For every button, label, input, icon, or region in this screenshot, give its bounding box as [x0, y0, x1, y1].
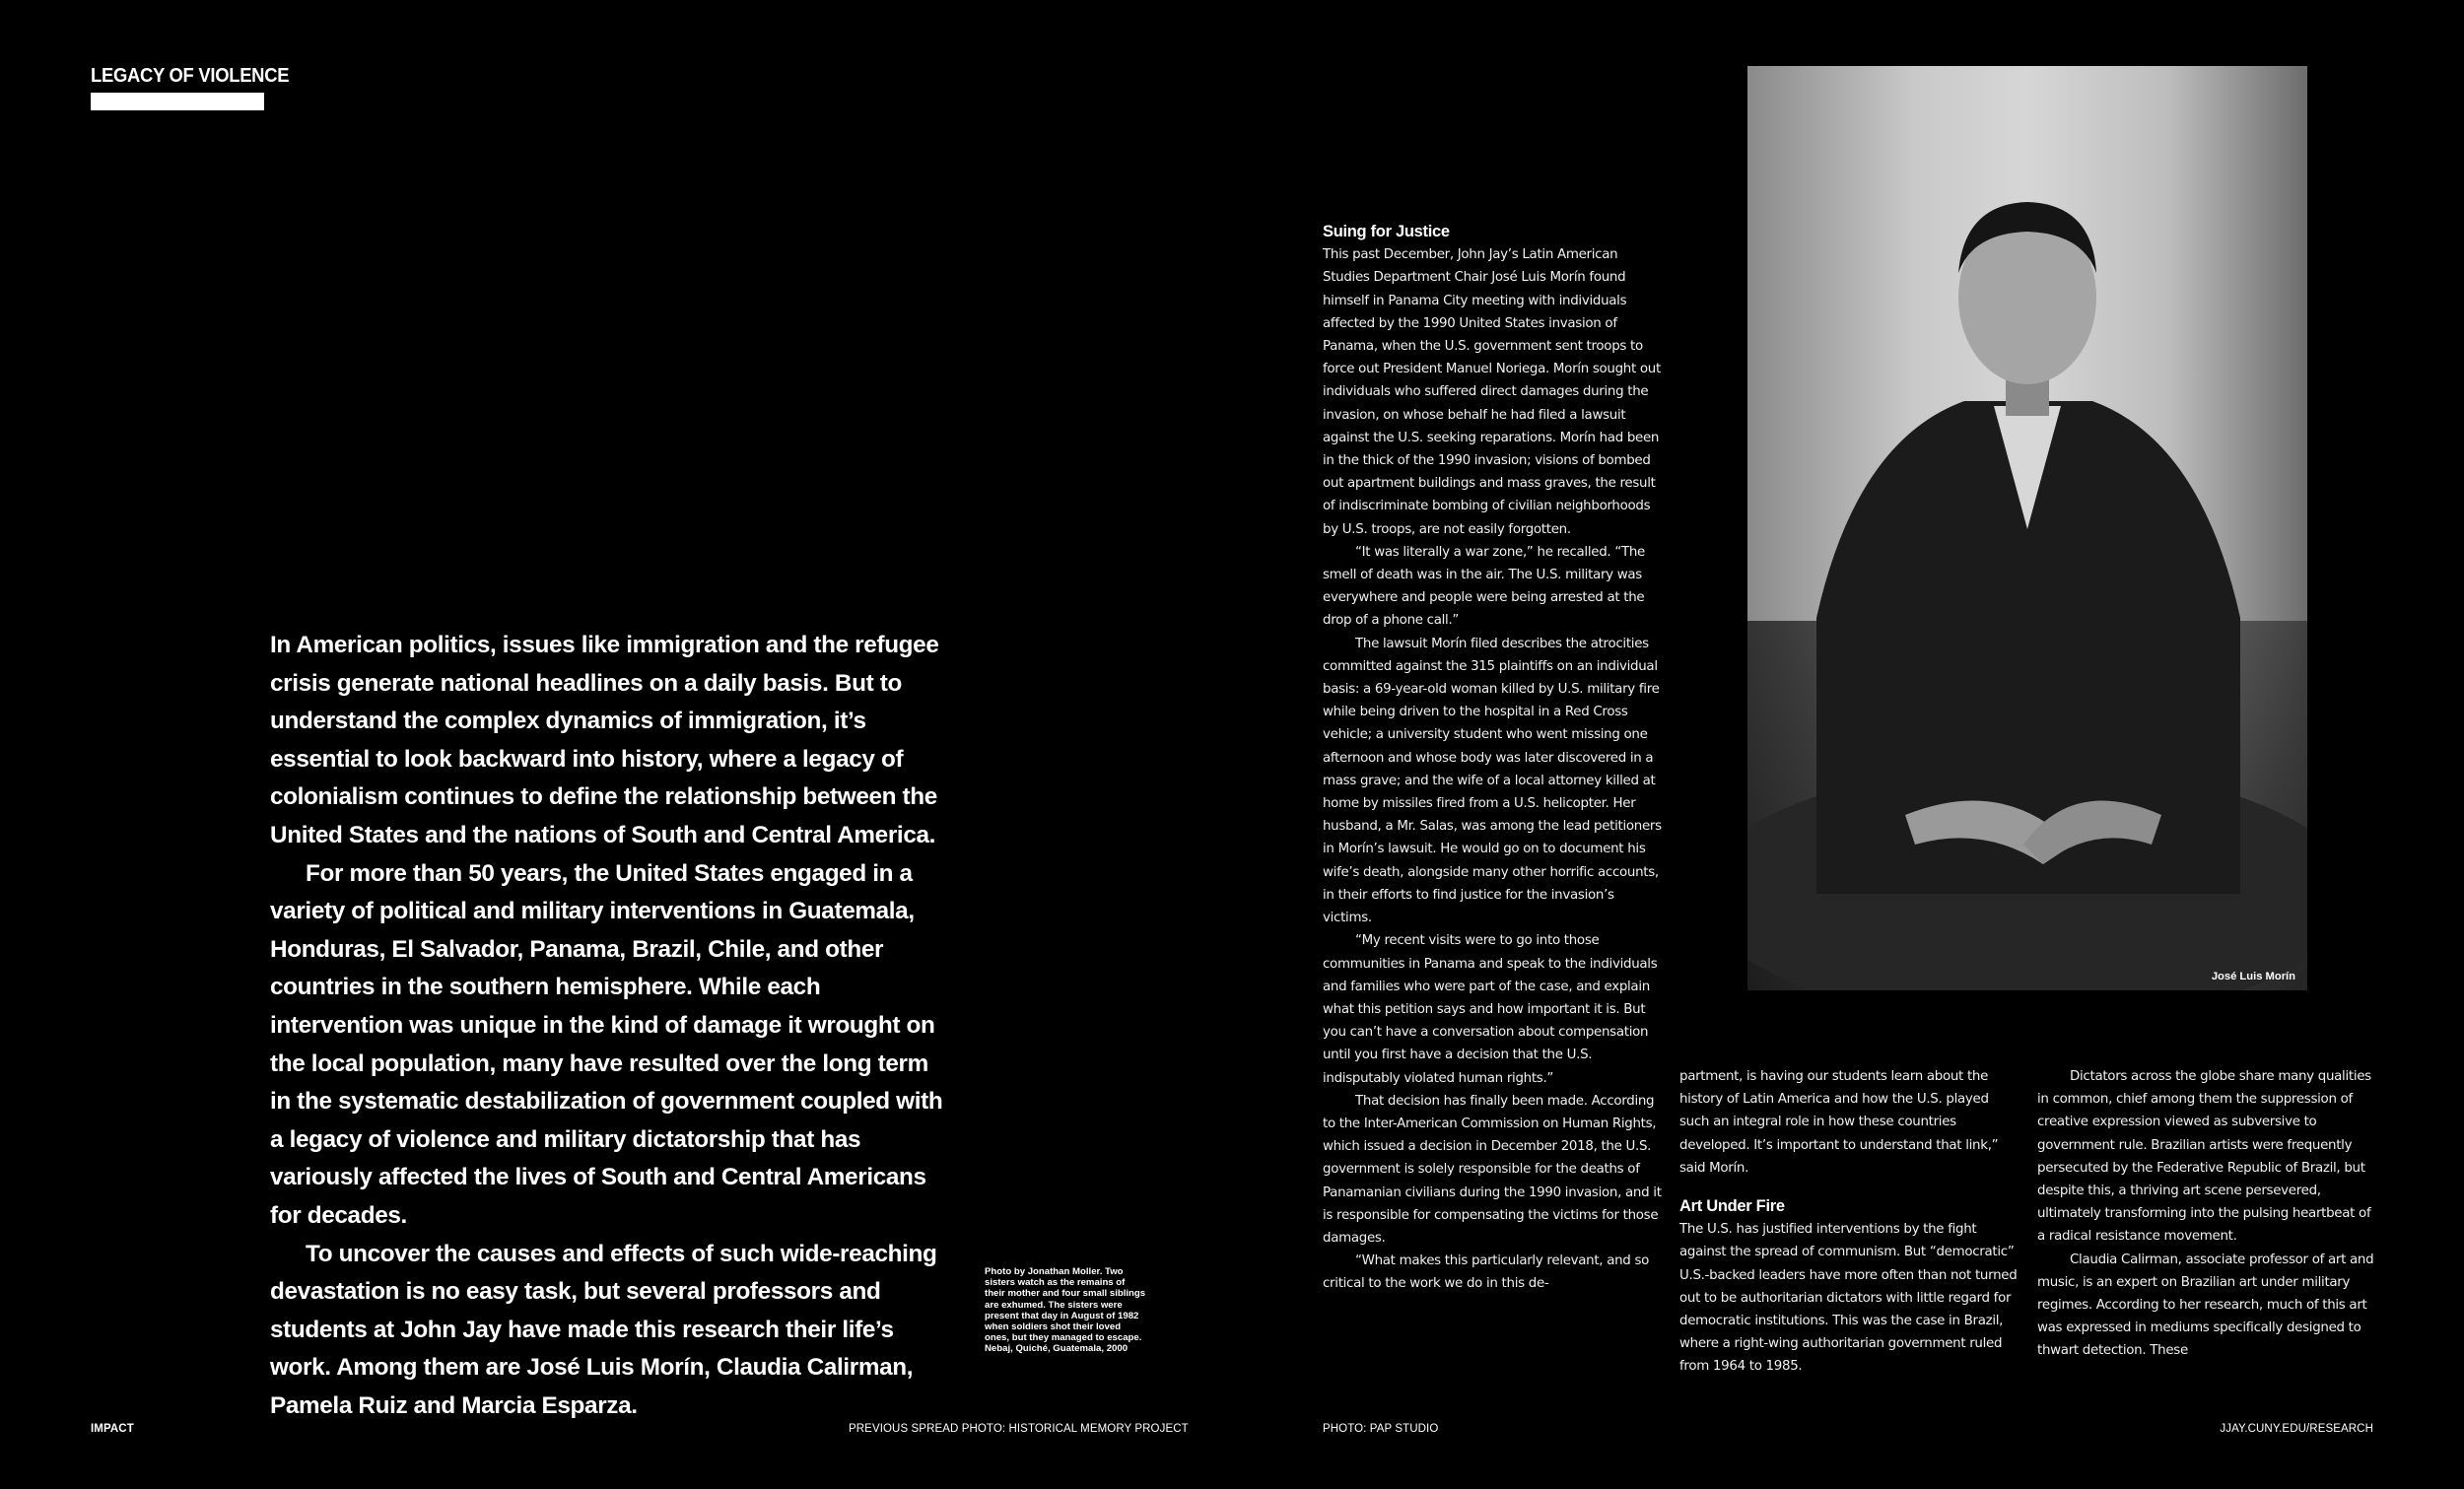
article-column-3	[2037, 1065, 2377, 1363]
body-paragraph: This past December, John Jay’s Latin American Studies Department Chair José Luis Morín found himself in Panama City meeting with individuals affected by the 1990 United States invasion of Panama, when the U.S. government sent troops to force out President Manuel Noriega. Morín sought out individuals who suffered direct damages during the invasion, on whose behalf he had filed a lawsuit against the U.S. seeking reparations. Morín had been in the thick of the 1990 invasion; visions of bombed out apartment buildings and mass graves, the result of indiscriminate bombing of civilian neighborhoods by U.S. troops, are not easily forgotten.	[1323, 247, 1661, 537]
portrait-name-tag: José Luis Morín	[2211, 971, 2295, 982]
body-paragraph: partment, is having our students learn about the history of Latin America and how the U.S. played such an integral role in how these countries developed. It’s important to understand that link,” said Morín.	[1679, 1069, 1999, 1176]
body-paragraph: The U.S. has justified interventions by the fight against the spread of communism. But “democratic” U.S.-backed leaders have more often than not turned out to be authoritarian dictators with little regard for democratic institutions. This was the case in Brazil, where a right-wing authoritarian government ruled from 1964 to 1985.	[1679, 1222, 2018, 1375]
body-paragraph: Claudia Calirman, associate professor of art and music, is an expert on Brazilian art under military regimes. According to her research, much of this art was expressed in mediums specifically designed to thwart detection. These	[2037, 1252, 2374, 1359]
intro-paragraph: For more than 50 years, the United States engaged in a variety of political and military interventions in Guatemala, Honduras, El Salvador, Panama, Brazil, Chile, and other countries in the southern hemisphere. While each intervention was unique in the kind of damage it wrought on the local population, many have resulted over the long term in the systematic destabilization of government coupled with a legacy of violence and military dictatorship that has variously affected the lives of South and Central Americans for decades.	[270, 859, 943, 1229]
heading-suing-for-justice: Suing for Justice	[1323, 223, 1450, 240]
body-paragraph: “It was literally a war zone,” he recalled. “The smell of death was in the air. The U.S. military was everywhere and people were being arrested at the drop of a phone call.”	[1323, 544, 1645, 629]
heading-art-under-fire: Art Under Fire	[1679, 1197, 1785, 1216]
article-column-1	[1323, 221, 1663, 1296]
portrait-photo	[1747, 66, 2307, 990]
intro-paragraph: To uncover the causes and effects of such wide-reaching devastation is no easy task, but several professors and students at John Jay have made this research their life’s work. Among them are José Luis Morín, Claudia Calirman, Pamela Ruiz and Marcia Esparza.	[270, 1240, 937, 1419]
footer-photo-credit: PHOTO: PAP STUDIO	[1323, 1423, 1439, 1435]
article-column-2	[1679, 1065, 2019, 1379]
body-paragraph: “My recent visits were to go into those communities in Panama and speak to the individuals and families who were part of the case, and explain what this petition says and how important it is. But you can’t have a conversation about compensation until you first have a decision that the U.S. indisputably violated human rights.”	[1323, 933, 1658, 1086]
footer-url: JJAY.CUNY.EDU/RESEARCH	[2220, 1423, 2373, 1435]
section-label-bar	[91, 93, 264, 110]
body-paragraph: The lawsuit Morín filed describes the atrocities committed against the 315 plaintiffs on an individual basis: a 69-year-old woman killed by U.S. military fire while being driven to the hospital in a Red Cross vehicle; a university student who went missing one afternoon and whose body was later discovered in a mass grave; and the wife of a local attorney killed at home by missiles fired from a U.S. helicopter. Her husband, a Mr. Salas, was among the lead petitioners in Morín’s lawsuit. He would go on to document his wife’s death, alongside many other horrific accounts, in their efforts to find justice for the invasion’s victims.	[1323, 636, 1662, 926]
body-paragraph: “What makes this particularly relevant, and so critical to the work we do in this de-	[1323, 1253, 1650, 1292]
footer-publication: IMPACT	[91, 1423, 134, 1435]
intro-text	[270, 627, 950, 1425]
section-label: LEGACY OF VIOLENCE	[91, 65, 290, 87]
footer-previous-spread-credit: PREVIOUS SPREAD PHOTO: HISTORICAL MEMORY PROJECT	[849, 1423, 1189, 1435]
photo-caption: Photo by Jonathan Moller. Two sisters watch as the remains of their mother and four small siblings are exhumed. The sisters were present that day in August of 1982 when soldiers shot their loved ones, but they managed to escape. Nebaj, Quiché, Guatemala, 2000	[985, 1266, 1146, 1355]
intro-paragraph: In American politics, issues like immigration and the refugee crisis generate national headlines on a daily basis. But to understand the complex dynamics of immigration, it’s essential to look backward into history, where a legacy of colonialism continues to define the relationship between the United States and the nations of South and Central America.	[270, 632, 939, 848]
portrait-figure	[1747, 66, 2307, 990]
body-paragraph: Dictators across the globe share many qualities in common, chief among them the suppression of creative expression viewed as subversive to government rule. Brazilian artists were frequently persecuted by the Federative Republic of Brazil, but despite this, a thriving art scene persevered, ultimately transforming into the pulsing heartbeat of a radical resistance movement.	[2037, 1069, 2371, 1245]
body-paragraph: That decision has finally been made. According to the Inter-American Commission on Human Rights, which issued a decision in December 2018, the U.S. government is solely responsible for the deaths of Panamanian civilians during the 1990 invasion, and it is responsible for compensating the victims for those damages.	[1323, 1093, 1662, 1246]
